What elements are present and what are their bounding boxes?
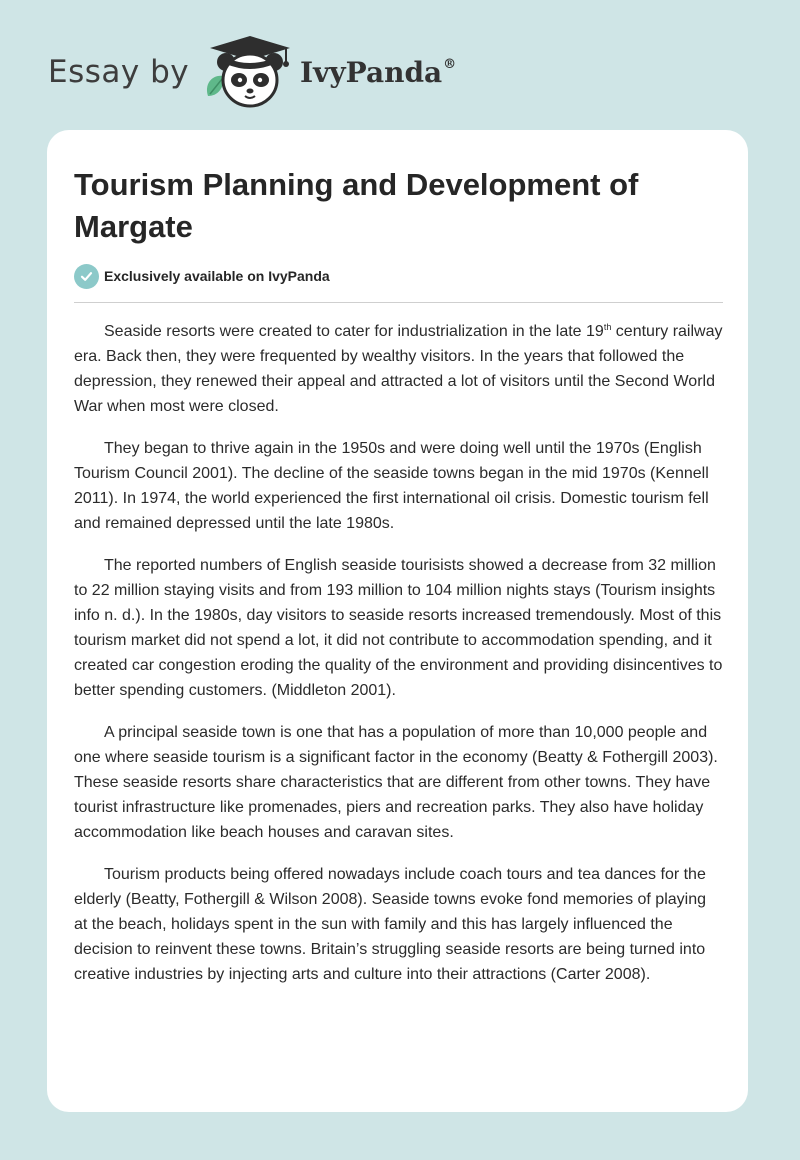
paragraph: A principal seaside town is one that has a population of more than 10,000 people and one where seaside tourism is a significant factor in the economy (Beatty & Fothergill 2003). These seaside resorts share characteristics that are different from other towns. They have tourist infrastructure like promenades, piers and recreation parks. They also have holiday accommodation like beach houses and caravan sites. bbox=[74, 724, 718, 841]
panda-graduation-cap-icon bbox=[202, 34, 298, 110]
check-icon bbox=[74, 264, 99, 289]
essay-by-label: Essay by bbox=[48, 54, 190, 90]
paragraph: They began to thrive again in the 1950s and were doing well until the 1970s (English Tourism Council 2001). The decline of the seaside towns began in the mid 1970s (Kennell 2011). In 1974, the world experienced the first international oil crisis. Domestic tourism fell and remained depressed until the late 1980s. bbox=[74, 440, 709, 532]
exclusive-badge-label: Exclusively available on IvyPanda bbox=[104, 268, 330, 284]
registered-mark: ® bbox=[443, 57, 457, 72]
brand-name[interactable]: IvyPanda® bbox=[300, 56, 457, 89]
superscript: th bbox=[603, 322, 612, 332]
paragraph: The reported numbers of English seaside tourisists showed a decrease from 32 million to 22 million staying visits and from 193 million to 104 million nights stays (Tourism insights info n. d.). In the 1980s, day visitors to seaside resorts increased tremendously. Most of this tourism market did not spend a lot, it did not contribute to accommodation spending, and it created car congestion eroding the quality of the environment and providing disincentives to better spending customers. (Middleton 2001). bbox=[74, 557, 723, 699]
paragraph: Seaside resorts were created to cater for industrialization in the late 19th century railway era. Back then, they were frequented by wealthy visitors. In the years that followed the depression, they renewed their appeal and attracted a lot of visitors until the Second World War when most were closed. bbox=[74, 322, 723, 415]
site-header bbox=[48, 34, 508, 114]
page-title: Tourism Planning and Development of Margate bbox=[74, 167, 639, 244]
exclusive-badge bbox=[74, 263, 330, 289]
paragraph: Tourism products being offered nowadays include coach tours and tea dances for the elderly (Beatty, Fothergill & Wilson 2008). Seaside towns evoke fond memories of playing at the beach, holidays spent in the sun with family and this has largely influenced the decision to reinvent these towns. Britain’s struggling seaside resorts are being turned into creative industries by injecting arts and culture into their attractions (Carter 2008). bbox=[74, 866, 707, 983]
title-divider bbox=[74, 302, 723, 303]
essay-card bbox=[47, 130, 748, 1112]
essay-body bbox=[74, 319, 723, 1004]
